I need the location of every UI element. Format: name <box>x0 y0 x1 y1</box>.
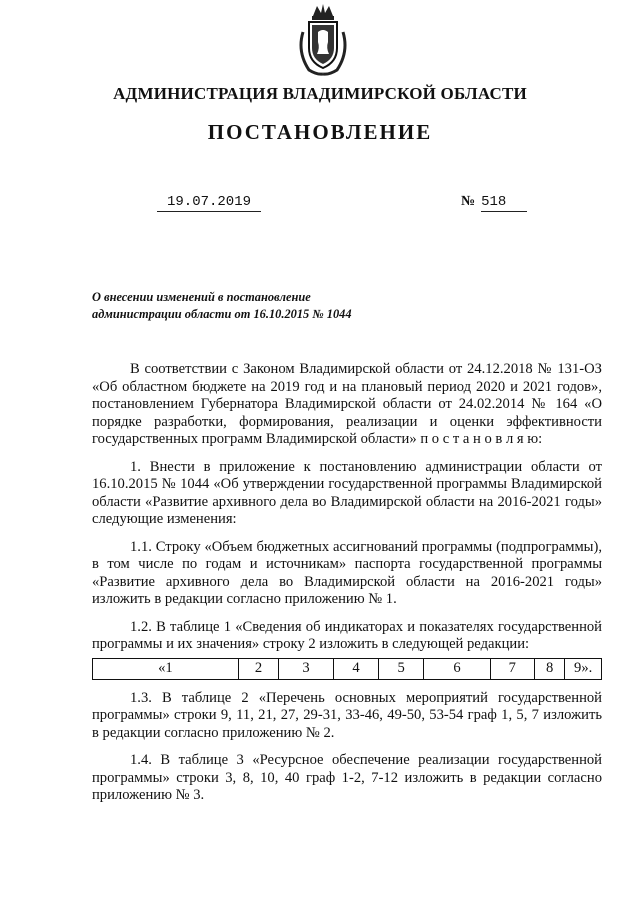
indicator-row-table <box>92 658 602 680</box>
paragraph-1: 1. Внести в приложение к постановлению администрации области от 16.10.2015 № 1044 «Об утверждении государственной программы Владимирской области «Развитие архивного дела во Владимирской области на 2016-2021 годы» следующие изменения: <box>92 458 602 527</box>
decree-body <box>92 361 602 805</box>
decree-date: 19.07.2019 <box>157 193 261 212</box>
intro-text: В соответствии с Законом Владимирской области от 24.12.2018 № 131-ОЗ «Об областном бюджете на 2019 год и на плановый период 2020 и 2021 годов», постановлением Губернатора Владимирской области от 24.02.2014 № 164 «О порядке разработки, формирования, реализации и оценки эффективности государственных программ Владимирской области» <box>92 361 602 447</box>
paragraph-1-2: 1.2. В таблице 1 «Сведения об индикаторах и показателях государственной программы и их значения» строку 2 изложить в следующей редакции: <box>92 618 602 652</box>
resolve-word: п о с т а н о в л я ю: <box>420 431 543 447</box>
subject-line-2: администрации области от 16.10.2015 № 1044 <box>92 307 352 321</box>
table-cell: «1 <box>93 658 239 679</box>
document-type-title: ПОСТАНОВЛЕНИЕ <box>207 120 433 144</box>
table-cell: 3 <box>279 658 334 679</box>
paragraph-1-1: 1.1. Строку «Объем бюджетных ассигнований программы (подпрограммы), в том числе по годам и источникам» паспорта государственной программы «Развитие архивного дела во Владимирской области на 2016-2021 годы» изложить в редакции согласно приложению № 1. <box>92 538 602 607</box>
number-sign: № <box>461 194 476 209</box>
table-cell: 8 <box>534 658 564 679</box>
table-row <box>93 658 602 679</box>
table-cell: 7 <box>490 658 534 679</box>
subject-line-1: О внесении изменений в постановление <box>92 290 311 304</box>
table-cell: 5 <box>379 658 424 679</box>
table-cell: 6 <box>424 658 491 679</box>
coat-of-arms-icon <box>295 2 351 76</box>
table-cell: 9». <box>565 658 602 679</box>
administration-title: АДМИНИСТРАЦИЯ ВЛАДИМИРСКОЙ ОБЛАСТИ <box>113 84 527 103</box>
decree-subject <box>92 289 352 323</box>
decree-number: 518 <box>481 193 527 212</box>
table-cell: 4 <box>333 658 378 679</box>
paragraph-intro <box>92 361 602 449</box>
paragraph-1-4: 1.4. В таблице 3 «Ресурсное обеспечение реализации государственной программы» строки 3, 8, 10, 40 граф 1-2, 7-12 изложить в редакции согласно приложению № 3. <box>92 752 602 803</box>
table-cell: 2 <box>238 658 278 679</box>
decree-number-block <box>461 193 527 212</box>
paragraph-1-3: 1.3. В таблице 2 «Перечень основных мероприятий государственной программы» строки 9, 11, 21, 27, 29-31, 33-46, 49-50, 53-54 граф 1, 5, 7 изложить в редакции согласно приложению № 2. <box>92 689 602 741</box>
